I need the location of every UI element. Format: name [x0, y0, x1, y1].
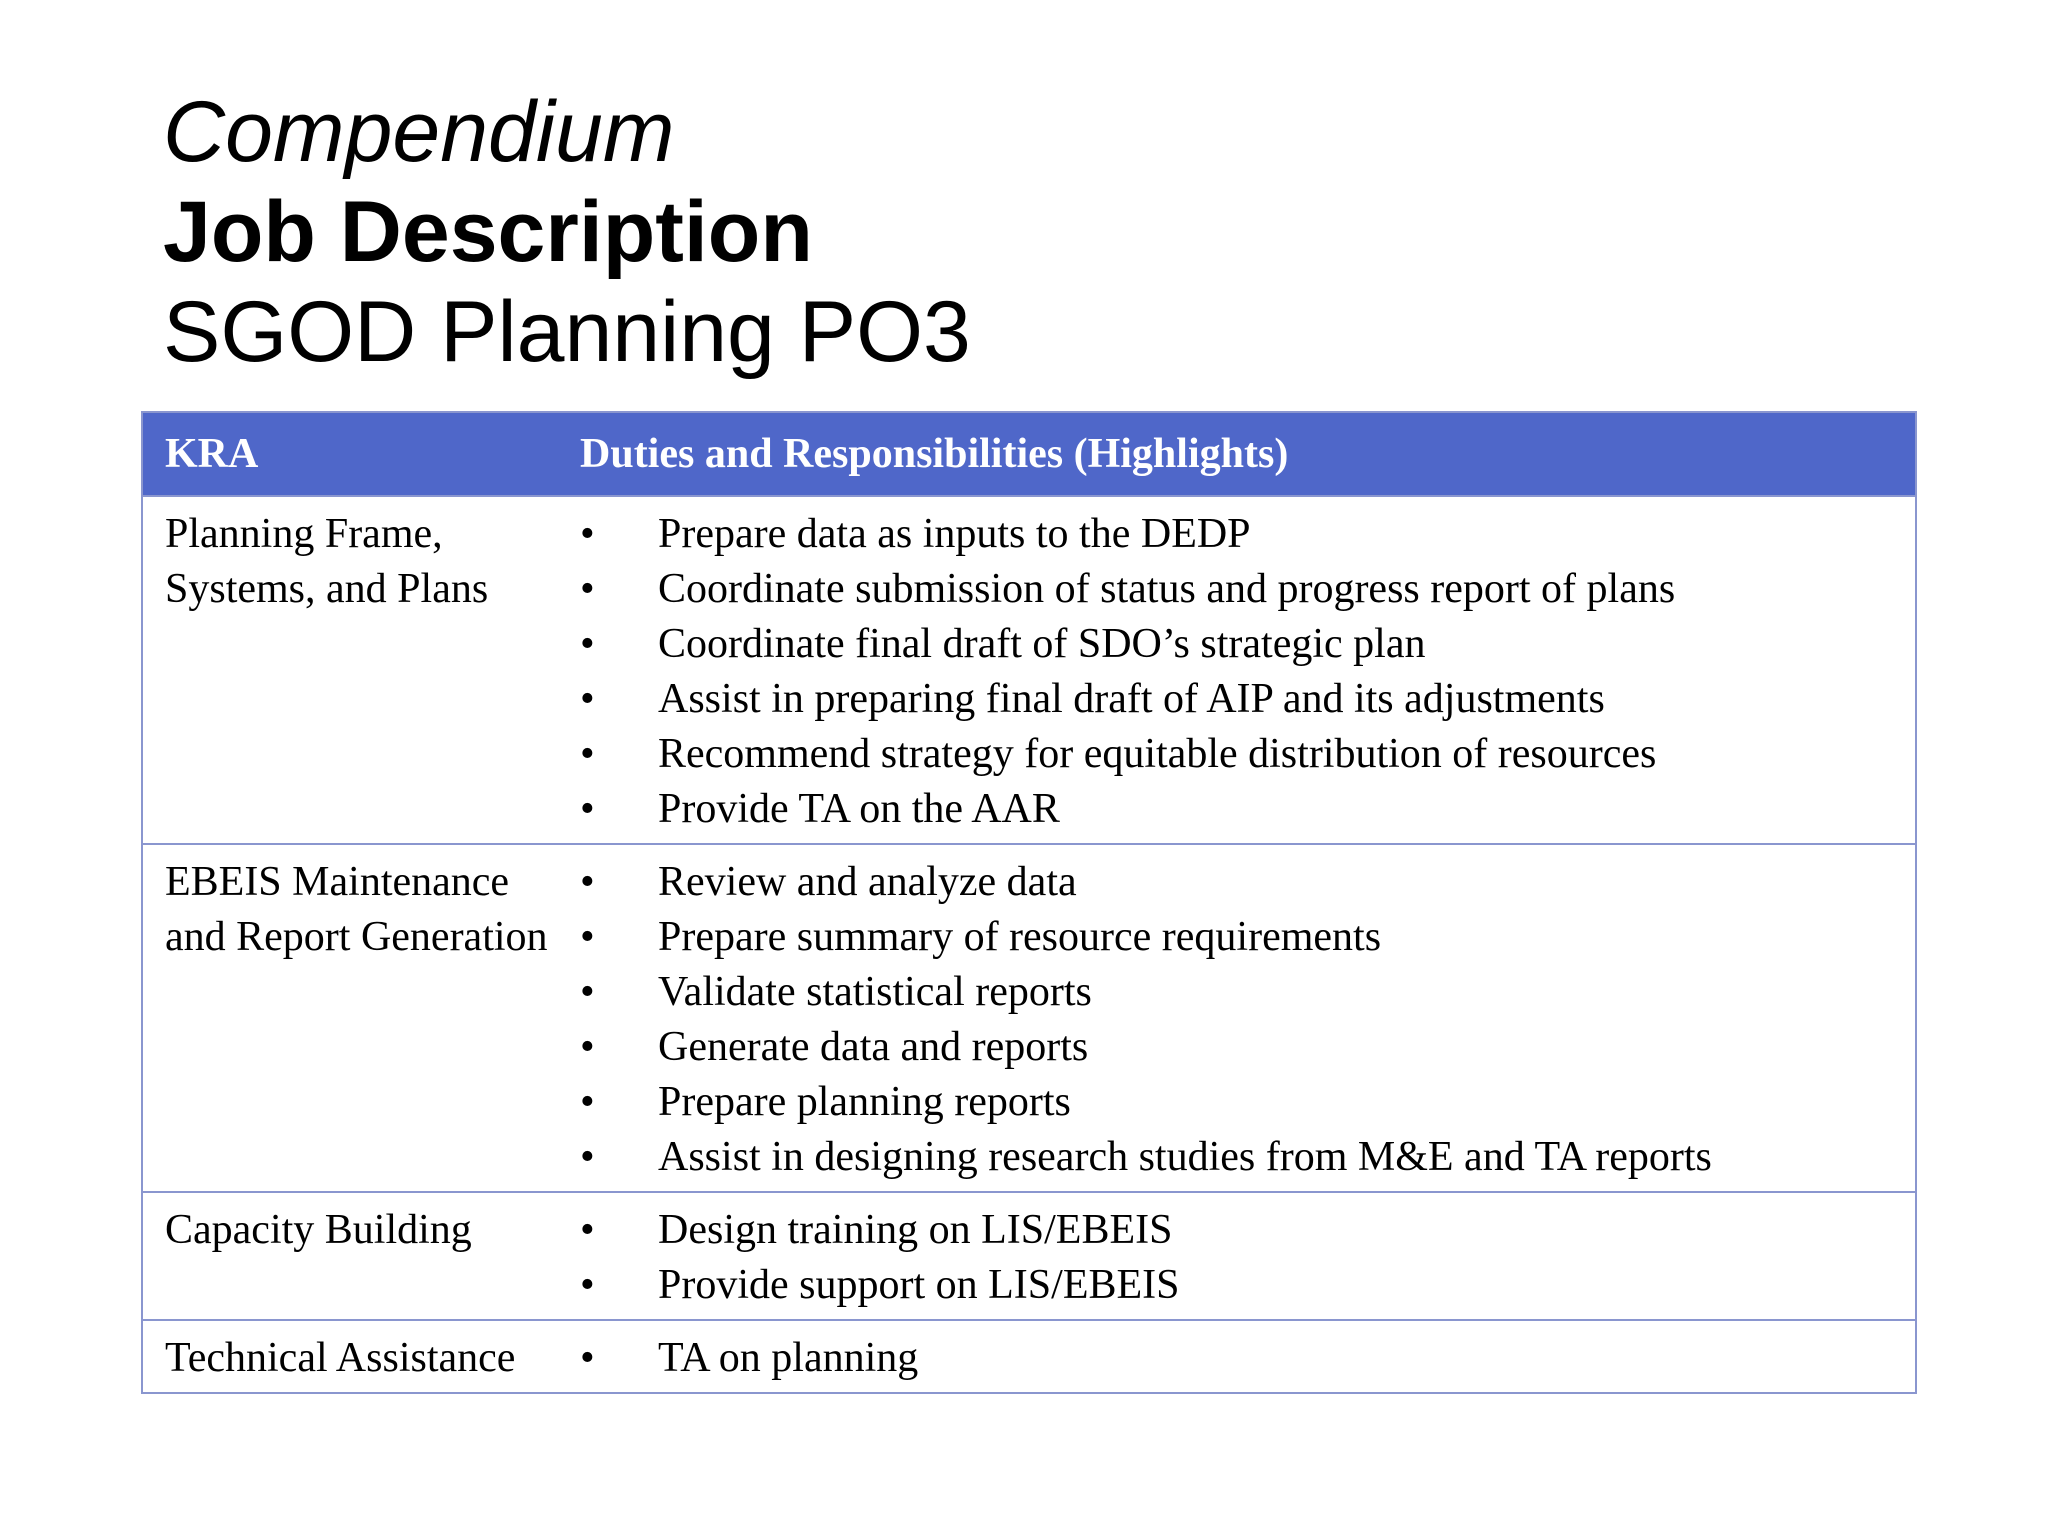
duty-item: [580, 507, 1915, 562]
table-row: [142, 496, 1916, 844]
duty-text: Assist in preparing final draft of AIP and its adjustments: [658, 676, 1605, 722]
bullet-icon: •: [580, 969, 595, 1015]
title-compendium: Compendium: [163, 84, 675, 180]
kra-cell: [142, 844, 562, 1192]
header-kra: KRA: [142, 412, 562, 496]
bullet-icon: •: [580, 676, 595, 722]
duty-item: [580, 727, 1915, 782]
duty-item: [580, 617, 1915, 672]
duty-text: Provide TA on the AAR: [658, 786, 1060, 832]
kra-cell: [142, 1192, 562, 1320]
duty-text: Provide support on LIS/EBEIS: [658, 1262, 1180, 1308]
duty-text: Prepare planning reports: [658, 1079, 1071, 1125]
duty-item: [580, 562, 1915, 617]
duty-list: [580, 507, 1915, 837]
bullet-icon: •: [580, 914, 595, 960]
duty-text: TA on planning: [658, 1335, 919, 1381]
duties-cell: [562, 1192, 1916, 1320]
duties-cell: [562, 844, 1916, 1192]
kra-label: Planning Frame, Systems, and Plans: [165, 511, 489, 612]
duty-list: [580, 1203, 1915, 1313]
bullet-icon: •: [580, 1134, 595, 1180]
duty-text: Coordinate submission of status and progress report of plans: [658, 566, 1676, 612]
bullet-icon: •: [580, 859, 595, 905]
duty-item: [580, 1075, 1915, 1130]
kra-label: EBEIS Maintenance and Report Generation: [165, 859, 548, 960]
duty-text: Coordinate final draft of SDO’s strategic plan: [658, 621, 1426, 667]
duty-item: [580, 910, 1915, 965]
duty-text: Validate statistical reports: [658, 969, 1092, 1015]
bullet-icon: •: [580, 786, 595, 832]
bullet-icon: •: [580, 1262, 595, 1308]
kra-cell: [142, 496, 562, 844]
slide-title: [163, 82, 971, 382]
duty-item: [580, 782, 1915, 837]
duty-text: Prepare data as inputs to the DEDP: [658, 511, 1251, 557]
duty-text: Prepare summary of resource requirements: [658, 914, 1382, 960]
kra-table: [141, 411, 1917, 1394]
duty-list: [580, 855, 1915, 1185]
duty-text: Review and analyze data: [658, 859, 1077, 905]
duty-item: [580, 855, 1915, 910]
bullet-icon: •: [580, 731, 595, 777]
duty-item: [580, 965, 1915, 1020]
duty-item: [580, 1203, 1915, 1258]
duty-list: [580, 1331, 1915, 1386]
bullet-icon: •: [580, 1207, 595, 1253]
duty-text: Design training on LIS/EBEIS: [658, 1207, 1173, 1253]
duty-text: Recommend strategy for equitable distribution of resources: [658, 731, 1657, 777]
header-duties: Duties and Responsibilities (Highlights): [562, 412, 1916, 496]
duty-text: Assist in designing research studies from M&E and TA reports: [658, 1134, 1712, 1180]
bullet-icon: •: [580, 1335, 595, 1381]
duty-item: [580, 672, 1915, 727]
bullet-icon: •: [580, 566, 595, 612]
duty-item: [580, 1130, 1915, 1185]
table-row: [142, 1320, 1916, 1393]
title-job-description: Job Description: [163, 184, 813, 280]
kra-label: Technical Assistance: [165, 1335, 516, 1381]
table-row: [142, 844, 1916, 1192]
kra-label: Capacity Building: [165, 1207, 472, 1253]
duty-item: [580, 1258, 1915, 1313]
duties-cell: [562, 496, 1916, 844]
duty-item: [580, 1020, 1915, 1075]
bullet-icon: •: [580, 1079, 595, 1125]
title-position: SGOD Planning PO3: [163, 284, 971, 380]
bullet-icon: •: [580, 1024, 595, 1070]
duties-cell: [562, 1320, 1916, 1393]
table-row: [142, 1192, 1916, 1320]
duty-text: Generate data and reports: [658, 1024, 1089, 1070]
bullet-icon: •: [580, 621, 595, 667]
table-header-row: [142, 412, 1916, 496]
duty-item: [580, 1331, 1915, 1386]
bullet-icon: •: [580, 511, 595, 557]
kra-cell: [142, 1320, 562, 1393]
